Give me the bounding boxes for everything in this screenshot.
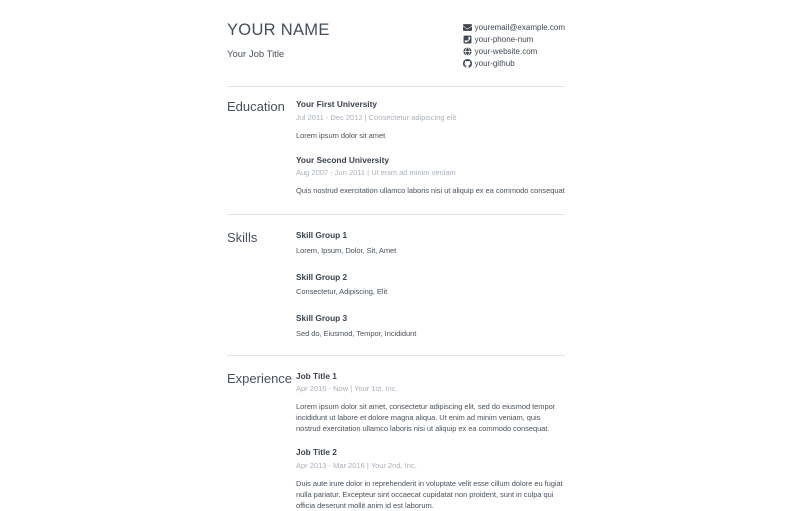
education-entry-meta: Aug 2007 - Jun 2011 | Ut enim ad minim veniam xyxy=(296,168,456,177)
experience-entry-meta: Apr 2013 - Mar 2016 | Your 2nd, Inc. xyxy=(296,460,417,470)
resume-header xyxy=(227,0,565,86)
contact-phone-link[interactable] xyxy=(463,33,565,45)
experience-entry-meta: Apr 2016 - Now | Your 1st, Inc. xyxy=(296,384,398,393)
contact-email-link[interactable] xyxy=(463,21,565,33)
experience-entry-description: Duis aute irure dolor in reprehenderit in voluptate velit esse cillum dolore eu fugiat nulla pariatur. Excepteur sint occaecat cupidatat non proident, sunt in culpa qui officia deserunt mollit anim id est laborum. xyxy=(296,478,563,510)
skill-group xyxy=(296,230,565,256)
experience-entry xyxy=(296,371,565,435)
section-education-body xyxy=(296,99,565,196)
section-skills xyxy=(227,214,565,355)
website-icon xyxy=(463,47,472,56)
section-skills-body xyxy=(296,230,565,339)
section-experience-body xyxy=(296,371,565,511)
resume-page xyxy=(227,0,565,511)
phone-icon xyxy=(463,35,472,44)
skill-group xyxy=(296,272,565,298)
experience-entry-title: Job Title 2 xyxy=(296,447,337,457)
contact-website-link[interactable] xyxy=(463,45,565,57)
skill-group-items: Sed do, Eiusmod, Tempor, Incididunt xyxy=(296,328,417,338)
experience-entry-title: Job Title 1 xyxy=(296,370,337,381)
experience-entry-description: Lorem ipsum dolor sit amet, consectetur adipiscing elit, sed do eiusmod tempor incididunt ut labore et dolore magna aliqua. Ut enim ad minim veniam, quis nostrud exercitation ullamco laboris nisi ut aliquip ex ea commodo consequat. xyxy=(296,402,556,433)
education-entry-title: Your Second University xyxy=(296,154,389,165)
section-skills-label: Skills xyxy=(227,230,258,245)
skill-group-items: Consectetur, Adipiscing, Elit xyxy=(296,287,388,296)
skill-group-title: Skill Group 2 xyxy=(296,271,348,282)
education-entry-description: Quis nostrud exercitation ullamco laboris nisi ut aliquip ex ea commodo consequat xyxy=(296,186,565,195)
experience-entry xyxy=(296,447,565,511)
section-education-label: Education xyxy=(227,99,285,114)
section-education xyxy=(227,86,565,214)
contact-github-label: your-github xyxy=(474,58,515,68)
education-entry-title: Your First University xyxy=(296,99,377,109)
contact-list xyxy=(463,21,565,69)
contact-phone-label: your-phone-num xyxy=(474,34,534,44)
github-icon xyxy=(463,59,472,68)
job-title: Your Job Title xyxy=(227,49,285,60)
skill-group-items: Lorem, Ipsum, Dolor, Sit, Amet xyxy=(296,245,397,255)
section-experience-label: Experience xyxy=(227,370,293,386)
contact-github-link[interactable] xyxy=(463,57,565,69)
education-entry-meta: Jul 2011 - Dec 2012 | Consectetur adipiscing elit xyxy=(296,112,457,122)
email-icon xyxy=(463,23,472,32)
skill-group-title: Skill Group 3 xyxy=(296,313,348,323)
contact-website-label: your-website.com xyxy=(474,46,538,56)
education-entry xyxy=(296,155,565,197)
contact-email-label: youremail@example.com xyxy=(474,22,565,32)
identity-block xyxy=(227,21,330,60)
education-entry xyxy=(296,99,565,141)
skill-group-title: Skill Group 1 xyxy=(296,230,348,240)
education-entry-description: Lorem ipsum dolor sit amet xyxy=(296,130,386,140)
skill-group xyxy=(296,313,565,339)
section-experience xyxy=(227,355,565,511)
person-name: YOUR NAME xyxy=(227,21,330,39)
